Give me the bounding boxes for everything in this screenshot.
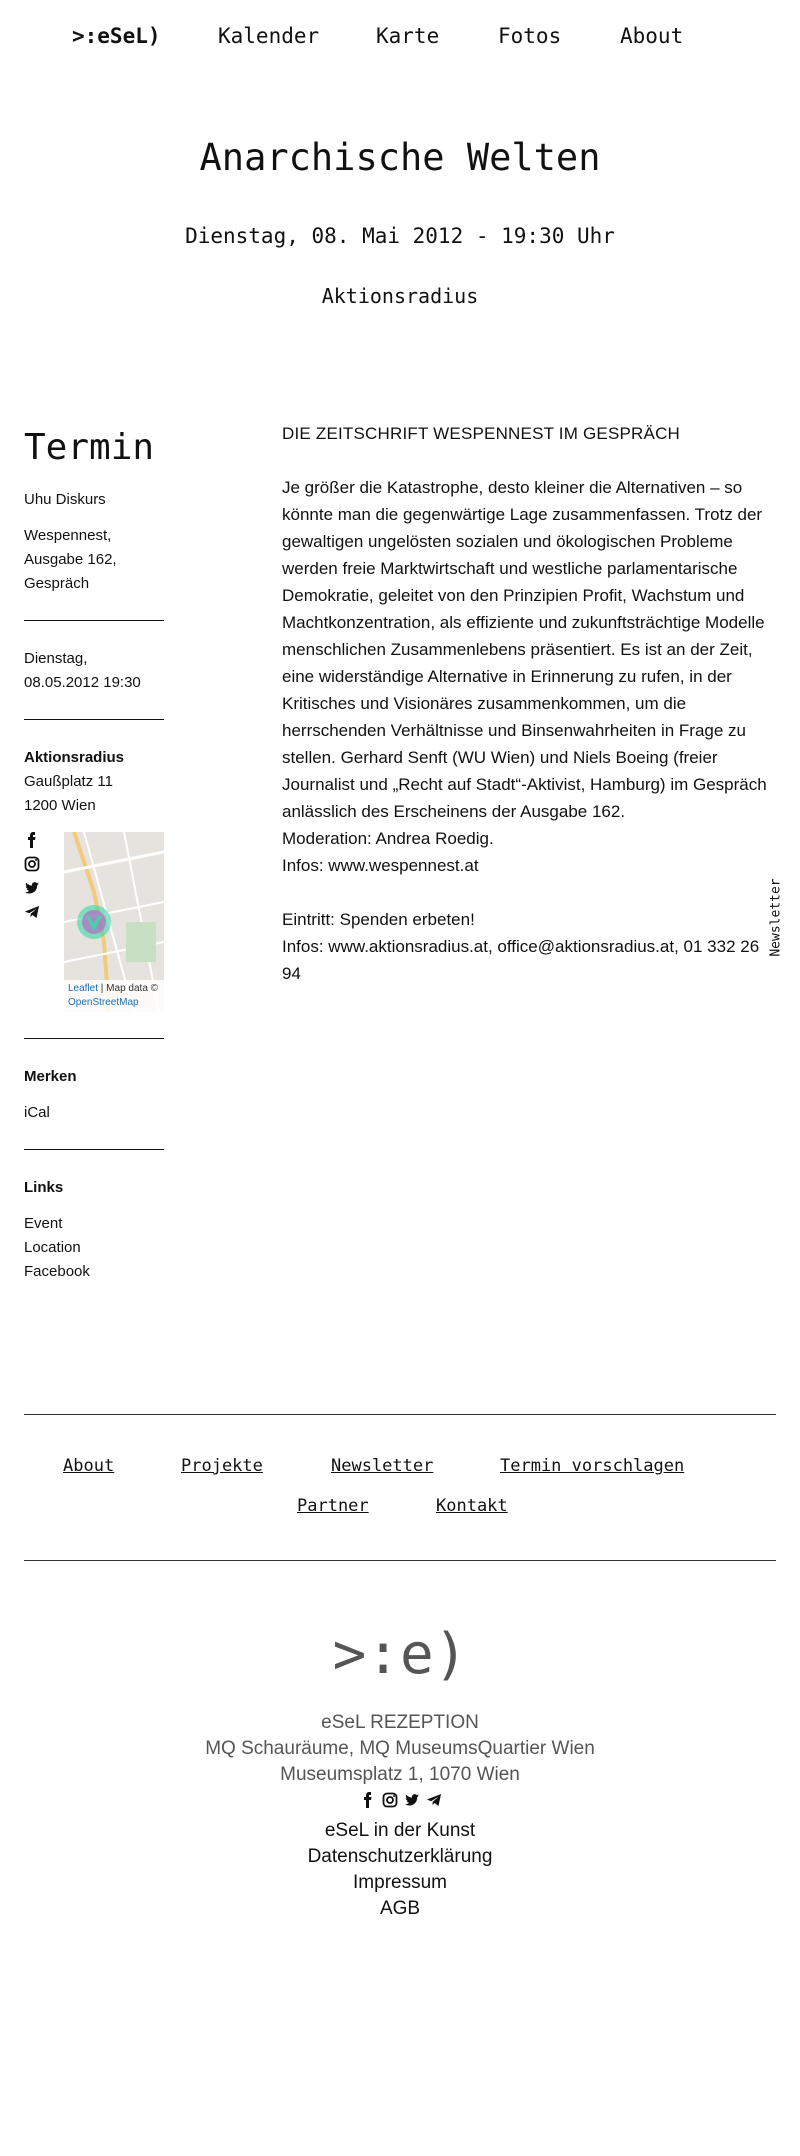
description-kicker: DIE ZEITSCHRIFT WESPENNEST IM GESPRÄCH [282,424,681,443]
event-description [282,420,782,987]
footer-link-partner[interactable]: Partner [297,1496,369,1516]
footer-link-impressum[interactable]: Impressum [353,1872,447,1893]
nav-karte[interactable]: Karte [376,24,440,48]
footer-divider [24,1414,776,1415]
top-navigation [0,24,800,56]
divider [24,719,164,720]
link-event[interactable]: Event [24,1215,63,1232]
map-attribution [64,980,164,1012]
description-entry: Eintritt: Spenden erbeten! [282,910,475,929]
footer-org-name: eSeL REZEPTION [321,1712,479,1733]
footer-link-agb[interactable]: AGB [379,1898,421,1919]
footer-address-line2: Museumsplatz 1, 1070 Wien [280,1764,520,1785]
divider [24,620,164,621]
location-street: Gaußplatz 11 [24,773,113,790]
telegram-icon[interactable] [426,1792,442,1808]
instagram-icon[interactable] [382,1792,398,1808]
footer-link-newsletter[interactable]: Newsletter [331,1456,434,1476]
newsletter-tab-label: Newsletter [768,878,784,957]
instagram-icon[interactable] [24,856,40,872]
location-name[interactable]: Aktionsradius [24,749,125,766]
footer-link-termin-vorschlagen[interactable]: Termin vorschlagen [500,1456,685,1476]
telegram-icon[interactable] [24,904,40,920]
newsletter-tab[interactable] [762,872,782,972]
nav-kalender[interactable]: Kalender [218,24,320,48]
footer-social-icons [352,1792,452,1810]
map-attribution-text: | Map data © [98,983,159,994]
event-sidebar [24,420,164,1284]
footer-address-line1: MQ Schauräume, MQ MuseumsQuartier Wien [205,1738,595,1759]
spacer [282,879,782,906]
openstreetmap-link[interactable]: OpenStreetMap [68,997,139,1008]
twitter-icon[interactable] [404,1792,420,1808]
links-heading: Links [24,1179,64,1196]
event-series: Uhu Diskurs [24,491,106,508]
location-city: 1200 Wien [24,797,96,814]
footer-link-projekte[interactable]: Projekte [181,1456,263,1476]
footer-link-about[interactable]: About [63,1456,115,1476]
sidebar-social-icons [24,832,44,928]
event-date-value: 08.05.2012 19:30 [24,674,141,691]
facebook-icon[interactable] [24,832,40,848]
link-location[interactable]: Location [24,1239,81,1256]
event-date [24,647,164,695]
nav-fotos[interactable]: Fotos [498,24,562,48]
description-moderation: Moderation: Andrea Roedig. [282,829,494,848]
merken-heading: Merken [24,1068,77,1085]
event-title: Anarchische Welten [199,136,601,179]
footer-link-datenschutz[interactable]: Datenschutzerklärung [307,1846,493,1867]
location-widget [24,832,164,1012]
site-logo[interactable]: >:eSeL) [72,24,161,48]
event-datetime: Dienstag, 08. Mai 2012 - 19:30 Uhr [185,224,615,248]
twitter-icon[interactable] [24,880,40,896]
footer-link-esel-in-der-kunst[interactable]: eSeL in der Kunst [324,1820,476,1841]
footer-logo-mark: >:e) [332,1622,468,1687]
description-contact: Infos: www.aktionsradius.at, office@aktionsradius.at, 01 332 26 94 [282,937,760,983]
location-map[interactable] [64,832,164,1012]
event-venue[interactable]: Aktionsradius [321,284,479,308]
event-subtitle: Wespennest, Ausgabe 162, Gespräch [24,527,117,592]
divider [24,1149,164,1150]
divider [24,1038,164,1039]
ical-link[interactable]: iCal [24,1104,50,1121]
description-body: Je größer die Katastrophe, desto kleiner die Alternativen – so könnte man die gegenwärtige Lage zusammenfassen. Trotz der gewaltigen ungelösten sozialen und ökologischen Probleme werden freie Marktwirtschaft und westliche parlamentarische Demokratie, geleitet von den Prinzipien Profit, Wachstum und Machtkonzentration, als effiziente und zukunftsträchtige Modelle menschlichen Zusammenlebens präsentiert. Es ist an der Zeit, eine widerständige Alternative in Erinnerung zu rufen, in der Kritisches und Visionäres zusammenkommen, um die herrschenden Verhältnisse und Binsenwahrheiten in Frage zu stellen. Gerhard Senft (WU Wien) und Niels Boeing (freier Journalist und „Recht auf Stadt“-Aktivist, Hamburg) im Gespräch anlässlich des Erscheinens der Ausgabe 162. [282,478,767,821]
facebook-icon[interactable] [360,1792,376,1808]
leaflet-link[interactable]: Leaflet [68,983,99,994]
nav-about[interactable]: About [620,24,684,48]
footer-divider [24,1560,776,1561]
link-facebook[interactable]: Facebook [24,1263,90,1280]
description-infos: Infos: www.wespennest.at [282,856,479,875]
location-block [24,746,164,818]
sidebar-heading: Termin [24,427,155,468]
event-date-weekday: Dienstag, [24,650,88,667]
footer-link-kontakt[interactable]: Kontakt [436,1496,508,1516]
